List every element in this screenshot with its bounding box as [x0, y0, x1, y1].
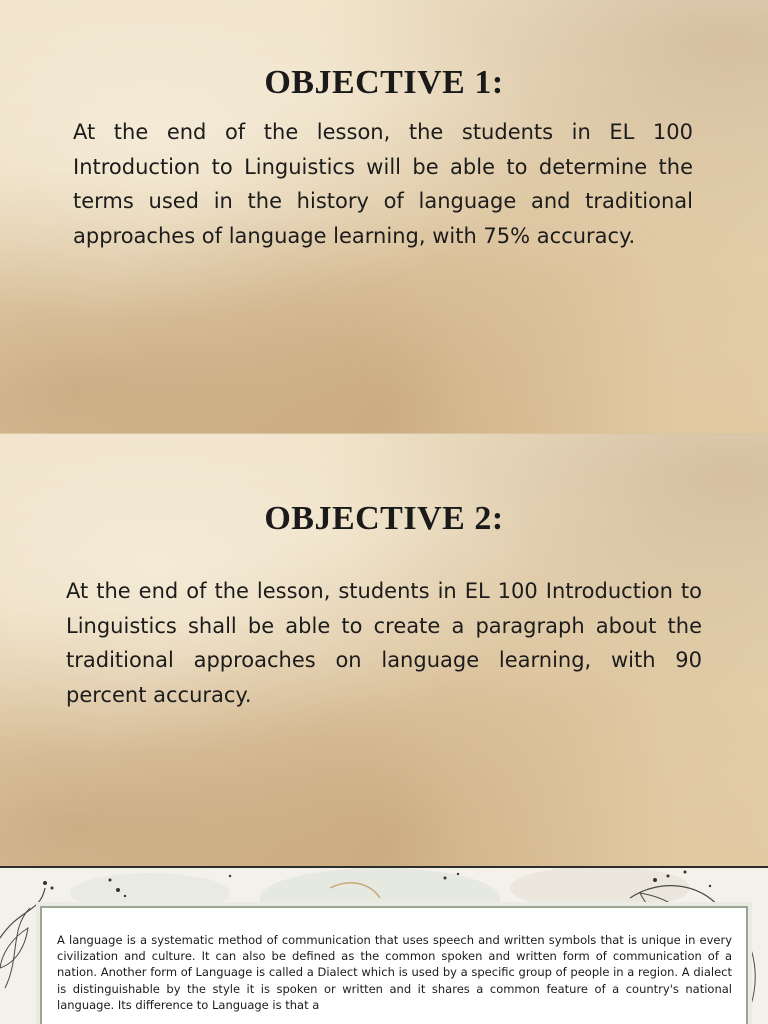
- definition-text-box: [40, 906, 748, 1024]
- objective-1-title: OBJECTIVE 1:: [264, 64, 504, 101]
- language-definition-paragraph: A language is a systematic method of communication that uses speech and written symbols that is unique in every civilization and culture. It can also be defined as the common spoken and written form of communication of a nation. Another form of Language is called a Dialect which is used by a specific group of people in a region. A dialect is distinguishable by the style it is spoken or written and it shares a common feature of a country's national language. Its difference to Language is that a: [57, 933, 732, 1012]
- objective-2-text: At the end of the lesson, students in EL 100 Introduction to Linguistics shall be able to create a paragraph about the traditional approaches on language learning, with 90 percent accuracy.: [66, 579, 702, 707]
- objective-2-slide: [0, 433, 768, 867]
- objective-2-title: OBJECTIVE 2:: [264, 500, 504, 537]
- objective-1-text: At the end of the lesson, the students in EL 100 Introduction to Linguistics will be able to determine the terms used in the history of language and traditional approaches of language learning, with 75% accuracy.: [73, 120, 693, 248]
- objective-1-slide: [0, 0, 768, 433]
- language-definition-slide: [0, 866, 768, 1024]
